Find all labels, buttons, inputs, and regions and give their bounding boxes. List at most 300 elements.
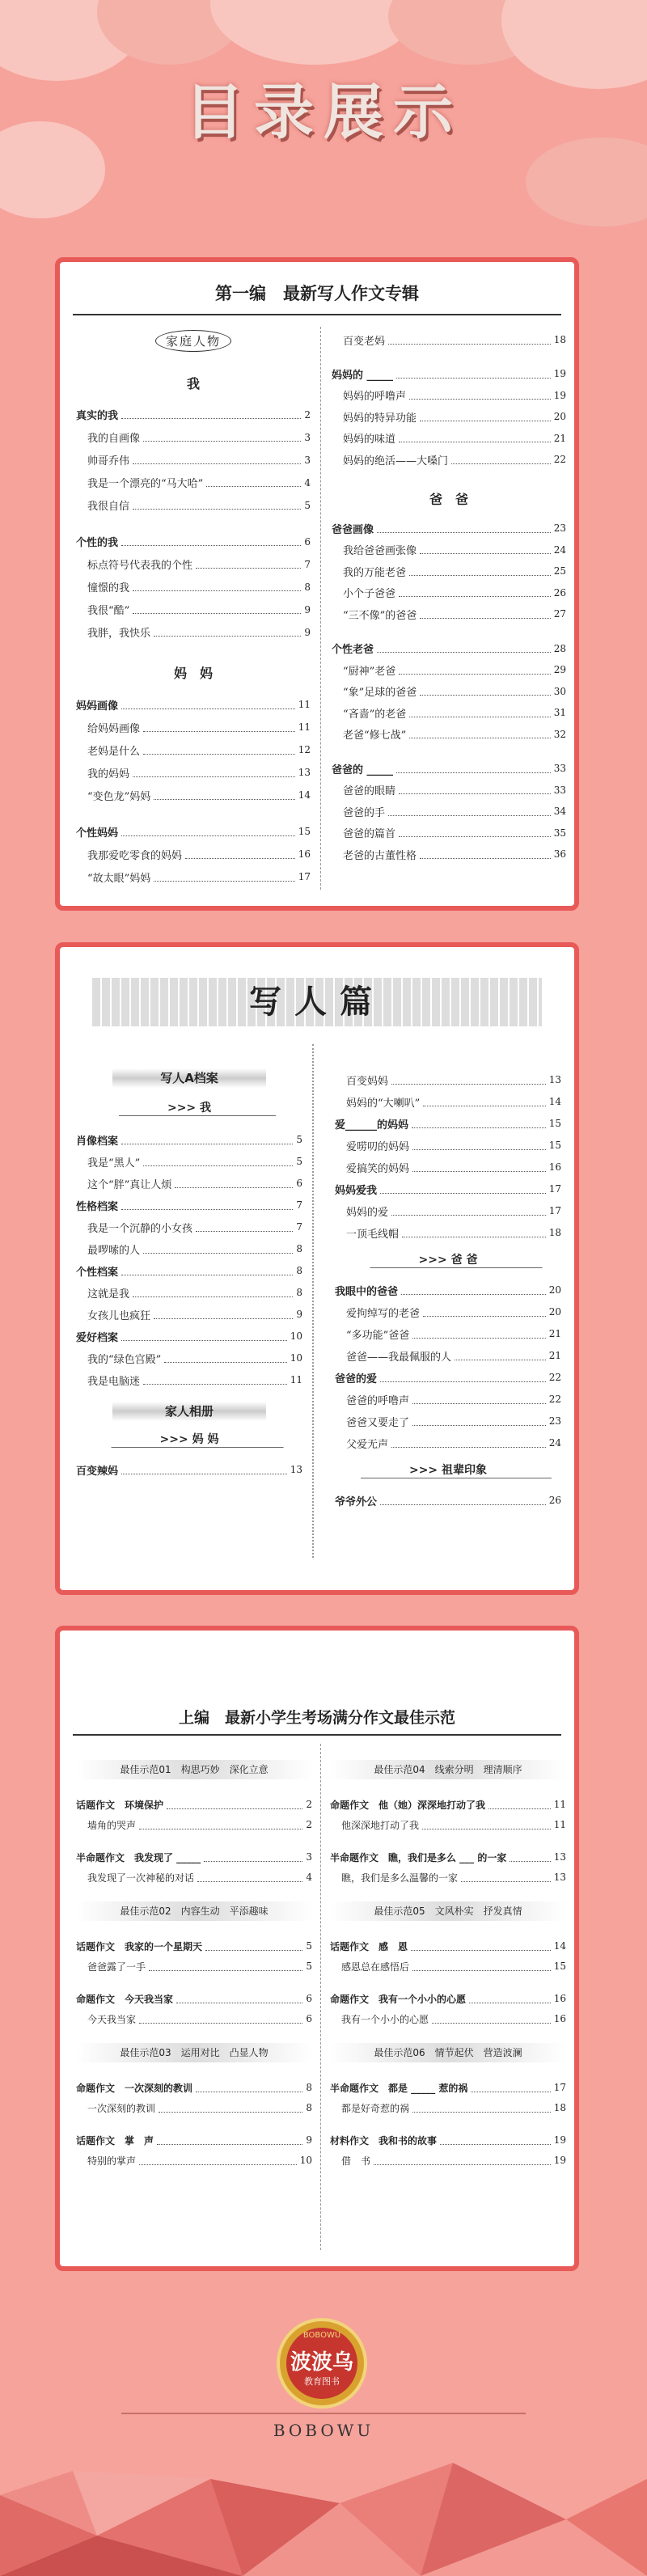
toc-entry-title: 爸爸的呼噜声 xyxy=(346,1394,410,1407)
toc-entry-page: 2 xyxy=(304,408,311,421)
toc-entry[interactable] xyxy=(330,2079,566,2096)
section-band: 最佳示范01 构思巧妙 深化立意 xyxy=(76,1760,312,1779)
toc-entry-title: 借 书 xyxy=(341,2155,371,2167)
toc-entry[interactable] xyxy=(76,624,311,641)
toc-entry-title: 爸爸的爱 xyxy=(335,1373,378,1385)
toc-entry[interactable] xyxy=(76,1849,312,1865)
toc-entry[interactable] xyxy=(76,475,311,491)
leader-dots xyxy=(121,537,301,546)
leader-dots xyxy=(510,1853,550,1862)
leader-dots xyxy=(139,2156,297,2165)
leader-dots xyxy=(154,873,294,882)
toc-entry[interactable] xyxy=(335,1347,561,1364)
leader-dots xyxy=(176,1994,302,2003)
toc-entry-title: 材料作文 我和书的故事 xyxy=(330,2134,438,2147)
section-band: 最佳示范05 文风朴实 抒发真情 xyxy=(330,1901,566,1921)
toc-entry-page: 8 xyxy=(306,2082,312,2093)
toc-entry-page: 20 xyxy=(548,1284,561,1296)
leader-dots xyxy=(409,391,551,400)
toc-entry[interactable] xyxy=(335,1115,561,1131)
leader-dots xyxy=(423,1308,546,1317)
toc-entry-title: 妈妈的“大喇叭” xyxy=(346,1097,421,1110)
toc-entry-page: 23 xyxy=(548,1415,561,1427)
toc3-left-column xyxy=(76,1760,312,2261)
logo-main-text: 波波乌 xyxy=(290,2350,353,2375)
toc-entry[interactable] xyxy=(76,869,311,885)
toc-entry-title: 命题作文 我有一个小小的心愿 xyxy=(330,1993,467,2005)
toc-entry-title: 老爸“修七战” xyxy=(343,730,407,742)
toc-entry[interactable] xyxy=(332,662,566,678)
leader-dots xyxy=(388,336,551,345)
leader-dots xyxy=(451,455,551,464)
leader-dots xyxy=(157,2136,302,2145)
toc-entry-title: 爸爸画像 xyxy=(332,523,374,536)
toc-entry[interactable] xyxy=(335,1159,561,1175)
toc-entry-title: 一顶毛线帽 xyxy=(346,1228,400,1241)
toc-entry[interactable] xyxy=(76,764,311,780)
toc-entry[interactable] xyxy=(76,1306,302,1322)
toc-entry-page: 12 xyxy=(298,744,311,756)
toc-entry[interactable] xyxy=(335,1369,561,1385)
toc-entry-title: 爷爷外公 xyxy=(335,1495,378,1508)
toc-entry-title: 个性的我 xyxy=(76,537,119,550)
toc-entry-title: 个性档案 xyxy=(76,1266,119,1279)
toc-entry-page: 20 xyxy=(548,1306,561,1318)
toc-entry[interactable] xyxy=(330,1938,566,1954)
toc-entry-title: 半命题作文 我发现了 _____ xyxy=(76,1851,201,1863)
toc-entry[interactable] xyxy=(76,602,311,618)
leader-dots xyxy=(121,1332,287,1341)
toc-entry[interactable] xyxy=(76,2011,312,2027)
leader-dots xyxy=(159,2104,302,2113)
toc-entry[interactable] xyxy=(330,2011,566,2027)
toc-entry-page: 2 xyxy=(306,1819,312,1830)
leader-dots xyxy=(374,2156,551,2165)
toc-entry-title: 性格档案 xyxy=(76,1200,119,1213)
toc-entry-title: 憧憬的我 xyxy=(87,582,130,595)
leader-dots xyxy=(175,1179,293,1188)
toc-entry[interactable] xyxy=(332,387,566,404)
toc-entry[interactable] xyxy=(332,606,566,622)
toc-entry[interactable] xyxy=(332,760,566,776)
toc-entry[interactable] xyxy=(76,579,311,595)
toc-entry[interactable] xyxy=(330,1817,566,1833)
family-album-ribbon: 家人相册 xyxy=(112,1402,266,1421)
leader-dots xyxy=(380,1373,546,1382)
toc-entry-title: 我的自画像 xyxy=(87,433,141,446)
toc-entry-title: 爸爸——我最佩服的人 xyxy=(346,1351,452,1364)
toc-entry[interactable] xyxy=(332,408,566,425)
section-band: 最佳示范03 运用对比 凸显人物 xyxy=(76,2043,312,2062)
toc-entry-title: 我眼中的爸爸 xyxy=(335,1285,399,1298)
family-oval-label: 家庭人物 xyxy=(155,330,231,352)
toc-entry[interactable] xyxy=(335,1435,561,1451)
leader-dots xyxy=(121,700,295,709)
toc-entry[interactable] xyxy=(76,1219,302,1235)
toc-entry-title: 我给爸爸画张像 xyxy=(343,545,417,558)
toc-entry-title: 我很自信 xyxy=(87,501,130,514)
toc-entry-page: 11 xyxy=(298,699,311,711)
toc-entry-page: 22 xyxy=(548,1372,561,1383)
toc-entry[interactable] xyxy=(335,1304,561,1320)
toc-entry[interactable] xyxy=(76,407,311,423)
leader-dots xyxy=(196,1223,293,1232)
toc-entry[interactable] xyxy=(332,366,566,382)
leader-dots xyxy=(143,1245,293,1254)
toc-entry-page: 26 xyxy=(548,1495,561,1506)
leader-dots xyxy=(154,791,294,800)
toc-entry-page: 13 xyxy=(290,1464,302,1475)
toc-entry-title: 小个子爸爸 xyxy=(343,588,396,601)
toc3-right-column xyxy=(330,1760,566,2261)
leader-dots xyxy=(196,560,301,569)
toc-entry-page: 14 xyxy=(553,1940,566,1952)
toc-entry-title: 话题作文 掌 声 xyxy=(76,2134,154,2147)
page-title: 目录展示 xyxy=(184,78,463,147)
toc-entry-title: 爸爸又要走了 xyxy=(346,1416,410,1429)
leader-dots xyxy=(440,2136,551,2145)
toc-entry[interactable] xyxy=(330,1958,566,1974)
toc-entry-page: 8 xyxy=(296,1287,302,1298)
toc-entry-page: 9 xyxy=(304,603,311,615)
toc-entry-title: 我那爱吃零食的妈妈 xyxy=(87,849,183,862)
toc-entry-title: 最啰嗦的人 xyxy=(87,1244,141,1257)
toc-entry-page: 5 xyxy=(304,499,311,511)
section-band: 最佳示范06 情节起伏 营造波澜 xyxy=(330,2043,566,2062)
toc-entry-page: 24 xyxy=(553,544,566,556)
toc-entry-page: 9 xyxy=(296,1309,302,1320)
toc-entry[interactable] xyxy=(332,846,566,862)
bottom-decoration xyxy=(0,2447,647,2576)
toc-entry-title: 特别的掌声 xyxy=(87,2155,137,2167)
leader-dots xyxy=(469,1994,551,2003)
leader-dots xyxy=(399,785,551,794)
toc-entry[interactable] xyxy=(330,1796,566,1813)
toc-entry-title: 半命题作文 都是 _____ 惹的祸 xyxy=(330,2082,468,2094)
leader-dots xyxy=(139,1821,302,1829)
toc-entry[interactable] xyxy=(335,1203,561,1219)
toc-entry-page: 11 xyxy=(553,1799,566,1810)
logo-sub-text: 教育图书 xyxy=(304,2376,340,2387)
toc-entry-page: 13 xyxy=(553,1872,566,1883)
leader-dots xyxy=(164,1354,286,1363)
toc-entry-title: 爱好档案 xyxy=(76,1331,119,1344)
toc-entry-title: 爱搞笑的妈妈 xyxy=(346,1162,410,1175)
toc-entry-page: 10 xyxy=(290,1352,302,1364)
leader-dots xyxy=(121,1267,293,1275)
toc-entry[interactable] xyxy=(76,2132,312,2148)
toc-entry-page: 15 xyxy=(298,826,311,837)
toc-entry[interactable] xyxy=(76,696,311,713)
toc-entry-title: 老妈是什么 xyxy=(87,745,141,758)
leader-dots xyxy=(205,1942,302,1951)
toc-entry-page: 25 xyxy=(553,565,566,577)
toc-entry[interactable] xyxy=(335,1072,561,1088)
toc-entry[interactable] xyxy=(332,520,566,536)
toc-entry-page: 8 xyxy=(304,581,311,593)
toc-entry[interactable] xyxy=(332,430,566,446)
toc-entry[interactable] xyxy=(76,1197,302,1213)
column-divider xyxy=(320,327,321,890)
toc-entry[interactable] xyxy=(332,825,566,841)
leader-dots xyxy=(391,1439,546,1448)
toc-entry-title: 我发现了一次神秘的对话 xyxy=(87,1872,195,1884)
toc-entry-page: 11 xyxy=(298,721,311,734)
toc-entry-page: 18 xyxy=(553,334,566,345)
toc-entry[interactable] xyxy=(335,1492,561,1508)
toc-entry-title: 我是“黑人” xyxy=(87,1157,141,1170)
toc-entry[interactable] xyxy=(335,1413,561,1429)
section-heading: 我 xyxy=(186,376,200,391)
toc-entry-page: 21 xyxy=(548,1350,561,1361)
toc-entry-page: 6 xyxy=(306,2013,312,2024)
toc-entry-page: 19 xyxy=(553,2155,566,2166)
toc-entry-page: 18 xyxy=(553,2102,566,2113)
toc-entry[interactable] xyxy=(335,1181,561,1197)
toc-entry[interactable] xyxy=(76,1328,302,1344)
toc-entry-page: 22 xyxy=(548,1394,561,1405)
toc-entry-page: 15 xyxy=(553,1961,566,1972)
toc-entry[interactable] xyxy=(330,2100,566,2116)
toc-entry-page: 24 xyxy=(548,1437,561,1449)
toc-entry-page: 31 xyxy=(553,707,566,719)
toc1-left-column xyxy=(76,330,311,896)
leader-dots xyxy=(409,709,550,717)
toc-entry-title: 瞧，我们是多么温馨的一家 xyxy=(341,1872,459,1884)
toc-entry[interactable] xyxy=(76,1241,302,1257)
toc-entry-page: 2 xyxy=(306,1799,312,1810)
toc-entry[interactable] xyxy=(335,1093,561,1110)
section-band: 最佳示范02 内容生动 平添趣味 xyxy=(76,1901,312,1921)
toc-entry[interactable] xyxy=(76,2152,312,2168)
toc-entry[interactable] xyxy=(76,742,311,758)
toc-entry[interactable] xyxy=(332,726,566,742)
leader-dots xyxy=(412,1141,546,1150)
leader-dots xyxy=(412,1330,545,1339)
toc2-heading-band xyxy=(92,978,542,1026)
toc-entry-title: “故太眼”妈妈 xyxy=(87,872,151,885)
toc-entry[interactable] xyxy=(335,1391,561,1407)
toc-entry-title: 感恩总在感悟后 xyxy=(341,1961,410,1973)
toc-entry-page: 33 xyxy=(553,784,566,796)
toc-entry[interactable] xyxy=(76,1284,302,1301)
toc-entry-title: 妈妈的呼噜声 xyxy=(343,391,407,404)
toc-entry-title: 给妈妈画像 xyxy=(87,722,141,735)
toc-entry[interactable] xyxy=(76,1263,302,1279)
toc-entry-page: 15 xyxy=(548,1118,561,1129)
toc-entry[interactable] xyxy=(76,1938,312,1954)
leader-dots xyxy=(455,1351,546,1360)
toc-entry[interactable] xyxy=(76,1372,302,1388)
leader-dots xyxy=(380,1185,546,1194)
toc-entry[interactable] xyxy=(76,787,311,803)
toc-entry-title: 我的“绿色宫殿” xyxy=(87,1353,162,1366)
toc-entry[interactable] xyxy=(76,719,311,735)
leader-dots xyxy=(420,687,550,696)
leader-dots xyxy=(471,2083,550,2092)
toc-entry-title: 妈妈的 _____ xyxy=(332,369,394,382)
toc-entry-page: 17 xyxy=(298,871,311,882)
toc-entry[interactable] xyxy=(332,704,566,721)
toc-entry-title: 半命题作文 瞧，我们是多么 ___ 的一家 xyxy=(330,1851,507,1863)
toc-entry-title: 爸爸露了一手 xyxy=(87,1961,146,1973)
section-band: 最佳示范04 线索分明 理清顺序 xyxy=(330,1760,566,1779)
leader-dots xyxy=(143,1376,287,1385)
toc-entry-title: 帅哥乔伟 xyxy=(87,455,130,468)
toc-entry-page: 26 xyxy=(553,586,566,599)
toc-entry[interactable] xyxy=(76,1131,302,1148)
toc-entry-title: 他深深地打动了我 xyxy=(341,1819,420,1831)
leader-dots xyxy=(388,807,551,816)
toc-entry[interactable] xyxy=(76,1796,312,1813)
toc-entry-page: 30 xyxy=(553,685,566,697)
toc-entry-page: 11 xyxy=(553,1819,566,1830)
toc-entry-page: 16 xyxy=(553,1993,566,2004)
toc-entry[interactable] xyxy=(76,1958,312,1974)
toc-entry[interactable] xyxy=(335,1225,561,1241)
toc-entry[interactable] xyxy=(76,452,311,468)
toc-entry-title: 都是好奇惹的祸 xyxy=(341,2102,410,2114)
leader-dots xyxy=(377,524,551,533)
toc-entry[interactable] xyxy=(76,1175,302,1191)
toc-entry[interactable] xyxy=(76,556,311,573)
mom-arrow: >>> 妈 妈 xyxy=(160,1431,219,1447)
toc-entry[interactable] xyxy=(76,2079,312,2096)
toc2-heading: 写人篇 xyxy=(249,983,385,1021)
logo-top-text: BOBOWU xyxy=(302,2331,341,2340)
toc-entry-page: 14 xyxy=(548,1096,561,1107)
toc-entry[interactable] xyxy=(335,1326,561,1342)
toc-entry[interactable] xyxy=(335,1282,561,1298)
toc-entry-title: 今天我当家 xyxy=(87,2013,137,2025)
leader-dots xyxy=(121,1201,293,1210)
toc-entry[interactable] xyxy=(76,1817,312,1833)
leader-dots xyxy=(412,1119,546,1128)
toc-entry-title: 命题作文 一次深刻的教训 xyxy=(76,2082,193,2094)
toc-entry-page: 6 xyxy=(306,1993,312,2004)
toc-entry[interactable] xyxy=(76,1153,302,1170)
toc-entry-title: 个性老爸 xyxy=(332,644,374,657)
leader-dots xyxy=(401,1286,546,1295)
toc-entry-title: 标点符号代表我的个性 xyxy=(87,560,193,573)
me-arrow: >>> 我 xyxy=(167,1099,211,1115)
toc-entry[interactable] xyxy=(76,846,311,862)
toc-entry[interactable] xyxy=(332,641,566,657)
toc-entry[interactable] xyxy=(330,2132,566,2148)
grandparents-arrow: >>> 祖辈印象 xyxy=(409,1461,487,1478)
leader-dots xyxy=(121,1136,293,1144)
leader-dots xyxy=(154,628,301,637)
toc-entry-title: “多功能”爸爸 xyxy=(346,1329,410,1342)
toc-entry-title: “吝啬”的老爸 xyxy=(343,708,407,721)
toc-entry[interactable] xyxy=(330,1849,566,1865)
toc-entry-title: 这就是我 xyxy=(87,1288,130,1301)
toc-entry[interactable] xyxy=(332,563,566,579)
toc-entry-title: 百变辣妈 xyxy=(76,1465,119,1478)
toc-entry-title: 肖像档案 xyxy=(76,1135,119,1148)
toc-entry-page: 11 xyxy=(290,1374,302,1385)
toc-entry[interactable] xyxy=(76,1869,312,1885)
toc2-right-column xyxy=(335,1072,561,1573)
toc-entry-page: 35 xyxy=(553,827,566,839)
leader-dots xyxy=(422,1821,551,1829)
toc-entry[interactable] xyxy=(76,1461,302,1478)
toc-entry[interactable] xyxy=(330,2152,566,2168)
toc-entry[interactable] xyxy=(76,429,311,446)
toc-entry-title: 老爸的古董性格 xyxy=(343,849,417,862)
toc-entry[interactable] xyxy=(76,2100,312,2116)
toc-entry-page: 13 xyxy=(298,767,311,779)
toc-entry-page: 21 xyxy=(548,1328,561,1339)
toc-entry-title: 女孩儿也疯狂 xyxy=(87,1309,151,1322)
toc-entry-title: 爱______的妈妈 xyxy=(335,1119,409,1131)
toc-entry-page: 9 xyxy=(304,626,311,638)
toc-entry[interactable] xyxy=(332,451,566,467)
leader-dots xyxy=(133,501,301,510)
leader-dots xyxy=(121,410,301,419)
toc-entry-page: 3 xyxy=(306,1851,312,1863)
toc-card-2 xyxy=(55,942,579,1595)
toc-entry[interactable] xyxy=(76,1350,302,1366)
leader-dots xyxy=(143,433,301,442)
toc-entry-title: 话题作文 我家的一个星期天 xyxy=(76,1940,203,1952)
toc-entry-title: 个性妈妈 xyxy=(76,827,119,840)
toc-entry-title: 爸爸的眼睛 xyxy=(343,785,396,797)
toc-entry[interactable] xyxy=(332,803,566,819)
toc-entry-title: 百变妈妈 xyxy=(346,1075,389,1088)
toc-entry[interactable] xyxy=(76,534,311,550)
toc-entry[interactable] xyxy=(76,823,311,840)
toc-entry[interactable] xyxy=(76,497,311,514)
toc-entry-page: 27 xyxy=(553,608,566,620)
bobowu-logo xyxy=(277,2318,367,2409)
leader-dots xyxy=(411,1942,551,1951)
toc-entry-page: 17 xyxy=(548,1205,561,1216)
leader-dots xyxy=(121,827,295,836)
leader-dots xyxy=(412,2104,551,2113)
leader-dots xyxy=(412,1417,546,1426)
toc-entry-page: 21 xyxy=(553,432,566,444)
toc-entry-title: 父爱无声 xyxy=(346,1438,389,1451)
toc-entry-page: 19 xyxy=(553,2134,566,2146)
toc-entry[interactable] xyxy=(332,683,566,700)
toc-entry-title: 话题作文 环境保护 xyxy=(76,1799,164,1811)
toc-entry[interactable] xyxy=(76,1990,312,2007)
section-heading: 妈 妈 xyxy=(173,666,213,682)
toc-entry-page: 33 xyxy=(553,763,566,774)
toc-entry-title: 我是电脑迷 xyxy=(87,1375,141,1388)
toc-entry[interactable] xyxy=(332,782,566,798)
profile-ribbon: 写人A档案 xyxy=(112,1068,266,1088)
leader-dots xyxy=(399,666,550,675)
toc-entry-title: 我的万能老爸 xyxy=(343,566,407,579)
toc-entry-title: “象”足球的爸爸 xyxy=(343,687,417,700)
toc-entry[interactable] xyxy=(332,542,566,558)
toc-entry[interactable] xyxy=(332,585,566,601)
toc-entry[interactable] xyxy=(332,332,566,348)
toc-entry-page: 28 xyxy=(553,642,566,654)
leader-dots xyxy=(133,582,301,591)
toc-entry-title: 爸爸的 _____ xyxy=(332,763,394,776)
toc-entry[interactable] xyxy=(330,1990,566,2007)
toc-card-3 xyxy=(55,1626,579,2271)
toc-entry-page: 17 xyxy=(553,2082,566,2093)
toc-entry[interactable] xyxy=(335,1137,561,1153)
toc-entry[interactable] xyxy=(330,1869,566,1885)
toc-entry-title: 我是一个漂亮的“马大哈” xyxy=(87,478,204,491)
toc-entry-page: 7 xyxy=(296,1221,302,1233)
toc-entry-title: 爸爸的篇首 xyxy=(343,828,396,840)
